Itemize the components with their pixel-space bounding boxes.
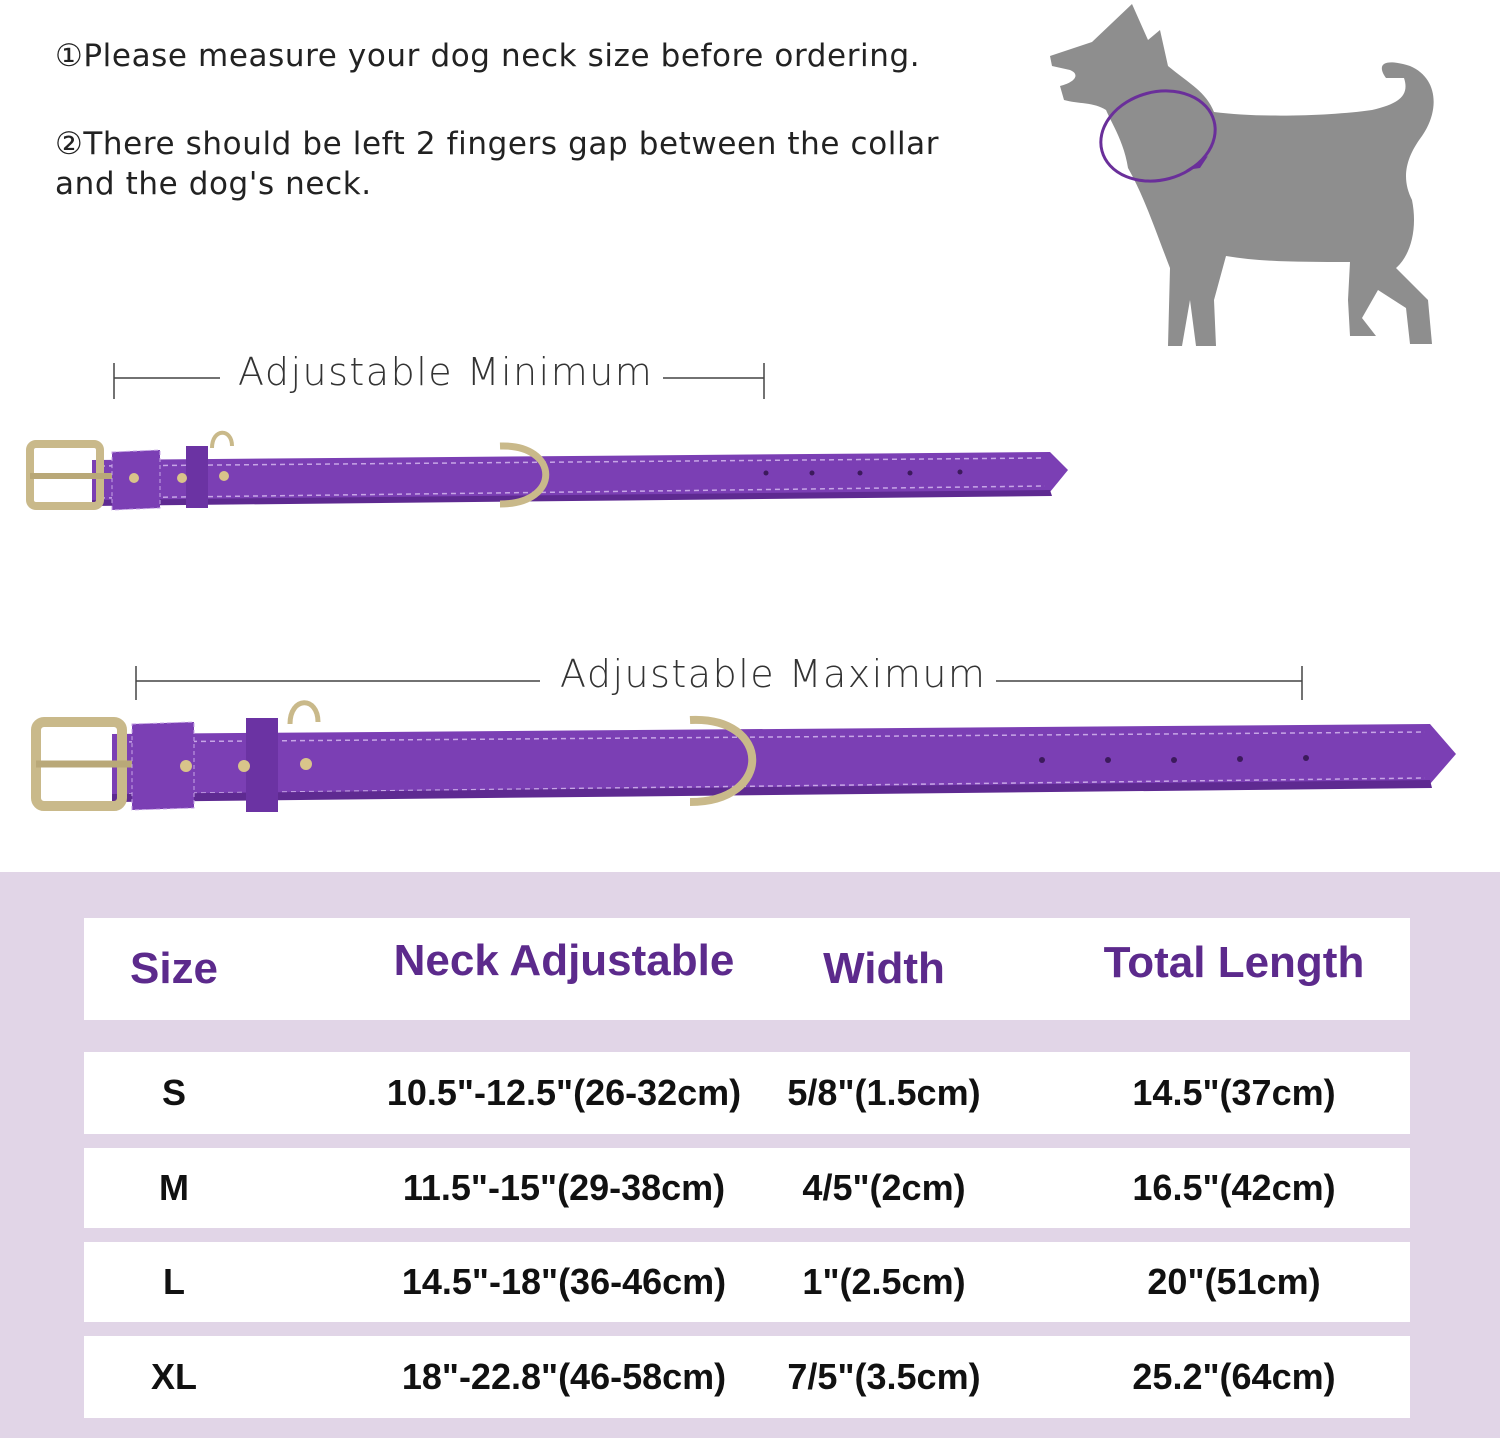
width-cell: 5/8"(1.5cm) — [787, 1072, 981, 1113]
size-chart-header-row — [84, 918, 1410, 1020]
size-row-m — [84, 1148, 1410, 1228]
size-row-xl — [84, 1336, 1410, 1418]
header-total-length: Total Length — [1103, 938, 1365, 987]
neck-adjustable-cell: 10.5"-12.5"(26-32cm) — [386, 1072, 742, 1113]
total-length-cell: 16.5"(42cm) — [1132, 1167, 1336, 1208]
collar-maximum — [0, 690, 1500, 820]
size-chart-panel — [0, 872, 1500, 1438]
header-neck-adjustable: Neck Adjustable — [393, 936, 735, 985]
width-cell: 4/5"(2cm) — [802, 1167, 966, 1208]
header-width: Width — [823, 944, 945, 993]
header-size: Size — [129, 944, 219, 993]
instruction-gap-line1: ②There should be left 2 fingers gap between the collar — [55, 126, 940, 162]
neck-adjustable-cell: 11.5"-15"(29-38cm) — [402, 1167, 726, 1208]
size-cell: XL — [150, 1356, 197, 1397]
size-cell: M — [159, 1167, 189, 1208]
size-cell: S — [161, 1072, 186, 1113]
adjustable-maximum-label: Adjustable Maximum — [550, 652, 996, 696]
adjustable-minimum-label: Adjustable Minimum — [228, 350, 663, 394]
neck-adjustable-cell: 18"-22.8"(46-58cm) — [401, 1356, 727, 1397]
min-dimension-line — [0, 355, 1500, 405]
collar-minimum — [0, 420, 1500, 520]
width-cell: 7/5"(3.5cm) — [787, 1356, 981, 1397]
instruction-measure: ①Please measure your dog neck size before ordering. — [55, 38, 921, 74]
size-row-l — [84, 1242, 1410, 1322]
instruction-gap-line2: and the dog's neck. — [55, 166, 372, 202]
size-row-s — [84, 1052, 1410, 1134]
neck-adjustable-cell: 14.5"-18"(36-46cm) — [401, 1261, 727, 1302]
width-cell: 1"(2.5cm) — [802, 1261, 966, 1302]
total-length-cell: 20"(51cm) — [1147, 1261, 1321, 1302]
total-length-cell: 25.2"(64cm) — [1132, 1356, 1336, 1397]
dog-silhouette-icon — [1040, 0, 1500, 360]
total-length-cell: 14.5"(37cm) — [1132, 1072, 1336, 1113]
size-cell: L — [163, 1261, 185, 1302]
